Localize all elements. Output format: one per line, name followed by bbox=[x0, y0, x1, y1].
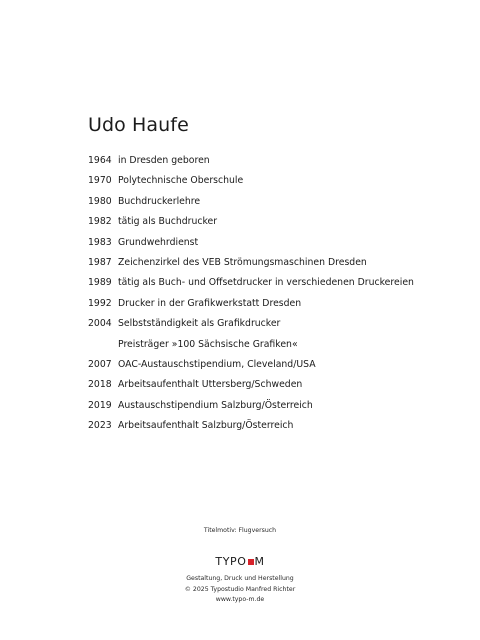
bio-row bbox=[88, 256, 468, 276]
bio-text: Zeichenzirkel des VEB Strömungsmaschinen Dresden bbox=[118, 256, 367, 268]
bio-year: 2004 bbox=[88, 318, 112, 330]
bio-text: Drucker in der Grafikwerkstatt Dresden bbox=[118, 297, 302, 309]
bio-year: 2007 bbox=[88, 358, 112, 370]
imprint-line: © 2025 Typostudio Manfred Richter bbox=[184, 585, 296, 593]
bio-text: tätig als Buchdrucker bbox=[118, 216, 218, 228]
bio-row bbox=[88, 378, 468, 398]
imprint-url: www.typo-m.de bbox=[215, 596, 265, 603]
bio-text: Selbstständigkeit als Grafikdrucker bbox=[118, 318, 281, 330]
bio-text: Polytechnische Oberschule bbox=[118, 175, 244, 187]
bio-year bbox=[88, 338, 118, 358]
bio-text: Buchdruckerlehre bbox=[118, 195, 201, 207]
bio-year: 1980 bbox=[88, 195, 112, 207]
bio-row bbox=[88, 174, 468, 194]
bio-year: 2018 bbox=[88, 379, 112, 391]
biography-list bbox=[88, 154, 468, 439]
bio-text: Arbeitsaufenthalt Uttersberg/Schweden bbox=[118, 379, 303, 391]
logo-text-left: TYPO bbox=[215, 555, 247, 568]
bio-year: 1983 bbox=[88, 236, 112, 248]
bio-year: 2023 bbox=[88, 420, 112, 432]
bio-year: 2019 bbox=[88, 399, 112, 411]
typo-m-logo bbox=[0, 555, 480, 568]
bio-year: 1989 bbox=[88, 277, 112, 289]
bio-year: 1992 bbox=[88, 297, 112, 309]
bio-row bbox=[88, 317, 468, 337]
bio-row bbox=[88, 215, 468, 235]
imprint bbox=[0, 574, 480, 606]
bio-row bbox=[88, 358, 468, 378]
bio-year: 1987 bbox=[88, 256, 112, 268]
logo-text-right: M bbox=[254, 555, 265, 568]
bio-year: 1982 bbox=[88, 216, 112, 228]
bio-row bbox=[88, 399, 468, 419]
bio-row bbox=[88, 195, 468, 215]
bio-row bbox=[88, 419, 468, 439]
bio-year: 1970 bbox=[88, 175, 112, 187]
bio-row bbox=[88, 297, 468, 317]
title-motif-caption: Titelmotiv: Flugversuch bbox=[203, 527, 277, 534]
bio-row bbox=[88, 236, 468, 256]
bio-text: Preisträger »100 Sächsische Grafiken« bbox=[118, 338, 298, 350]
bio-text: Austauschstipendium Salzburg/Österreich bbox=[118, 399, 313, 411]
bio-text: Arbeitsaufenthalt Salzburg/Österreich bbox=[118, 420, 294, 432]
bio-row bbox=[88, 338, 468, 358]
bio-text: tätig als Buch- und Offsetdrucker in verschiedenen Druckereien bbox=[118, 277, 414, 289]
bio-year: 1964 bbox=[88, 155, 112, 166]
logo-red-square-icon bbox=[248, 559, 254, 565]
bio-text: OAC-Austauschstipendium, Cleveland/USA bbox=[118, 358, 316, 370]
bio-row bbox=[88, 154, 468, 174]
bio-text: in Dresden geboren bbox=[118, 155, 210, 166]
bio-text: Grundwehrdienst bbox=[118, 236, 199, 248]
imprint-line: Gestaltung, Druck und Herstellung bbox=[186, 575, 294, 582]
bio-row bbox=[88, 276, 468, 296]
page-title: Udo Haufe bbox=[88, 114, 189, 136]
